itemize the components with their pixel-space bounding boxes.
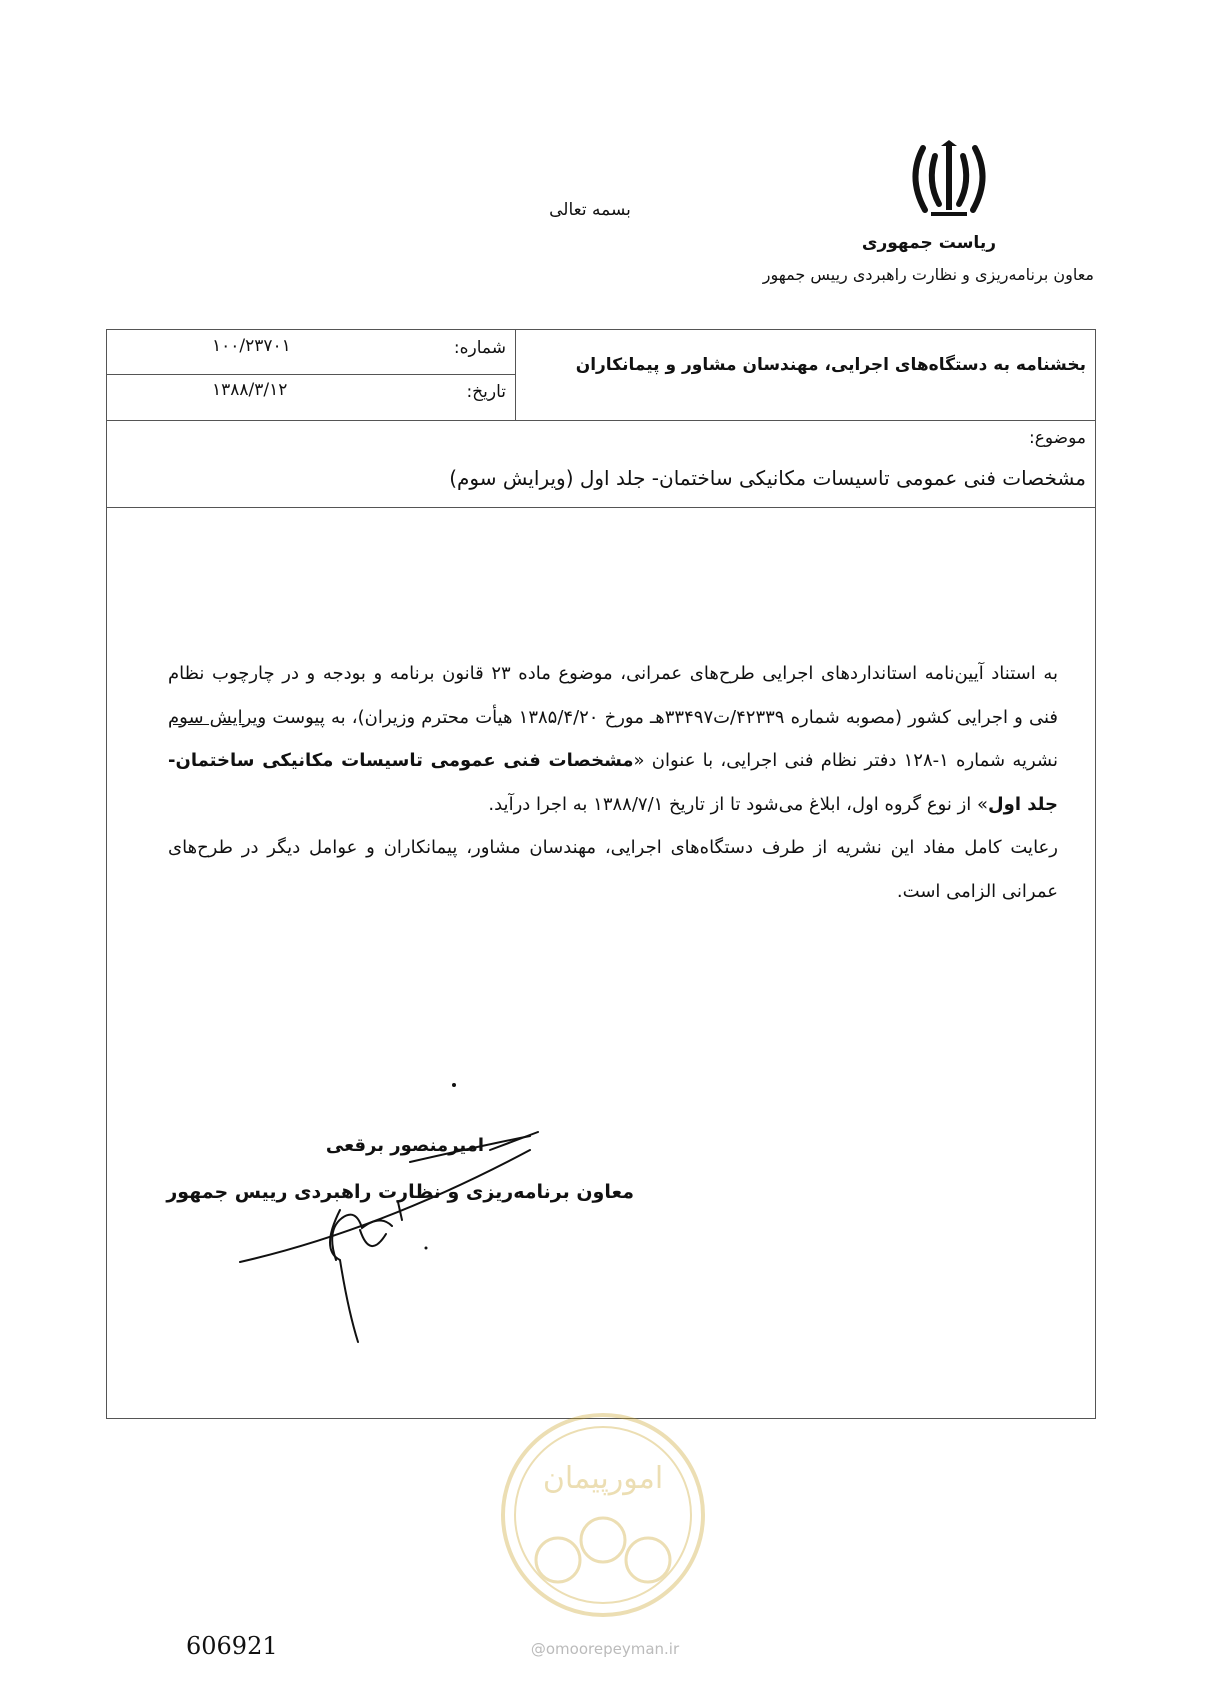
body-text-part: » از نوع گروه اول، ابلاغ می‌شود تا از تاریخ ۱۳۸۸/۷/۱ به اجرا درآید. <box>488 793 989 815</box>
body-text-part: نشریه شماره ۱-۱۲۸ دفتر نظام فنی اجرایی، با عنوان « <box>633 750 1058 771</box>
subject-text: مشخصات فنی عمومی تاسیسات مکانیکی ساختمان- جلد اول (ویرایش سوم) <box>449 466 1086 490</box>
organization-title: ریاست جمهوری <box>861 233 996 253</box>
circular-recipients: بخشنامه به دستگاه‌های اجرایی، مهندسان مشاور و پیمانکاران <box>575 355 1086 375</box>
body-paragraph-2: رعایت کامل مفاد این نشریه از طرف دستگاه‌های اجرایی، مهندسان مشاور، پیمانکاران و عوامل دیگر در طرح‌های عمرانی الزامی است. <box>168 837 1058 902</box>
signer-title: معاون برنامه‌ریزی و نظارت راهبردی رییس جمهور <box>166 1181 634 1203</box>
number-value: ۱۰۰/۲۳۷۰۱ <box>212 336 291 356</box>
bismillah-heading: بسمه تعالی <box>549 200 631 220</box>
body-paragraph-1 <box>168 652 1058 826</box>
body-underlined-text: ویرایش سوم <box>168 706 267 728</box>
signer-name: امیرمنصور برقعی <box>325 1135 484 1156</box>
letter-body <box>168 652 1058 913</box>
date-label: تاریخ: <box>466 382 506 402</box>
watermark-url: @omoorepeyman.ir <box>530 1640 680 1658</box>
date-value: ۱۳۸۸/۳/۱۲ <box>212 380 288 400</box>
number-label: شماره: <box>453 338 506 358</box>
subject-label: موضوع: <box>1029 428 1086 448</box>
watermark-logo-text: امورپیمان <box>542 1461 664 1496</box>
organization-subtitle: معاون برنامه‌ریزی و نظارت راهبردی رییس جمهور <box>762 265 1094 284</box>
body-bold-title: مشخصات فنی عمومی تاسیسات مکانیکی ساختمان- جلد اول <box>168 750 1058 815</box>
watermark-logo-icon <box>498 1410 708 1620</box>
handwritten-signature <box>230 1110 650 1350</box>
ink-dot <box>452 1083 456 1087</box>
body-text-part: به استناد آیین‌نامه استانداردهای اجرایی طرح‌های عمرانی، موضوع ماده ۲۳ قانون برنامه و بودجه و در چارچوب نظام فنی و اجرایی کشور (مصوبه شماره ۴۲۳۳۹/ت۳۳۴۹۷هـ مورخ ۱۳۸۵/۴/۲۰ هیأت محترم وزیران)، به پیوست <box>168 663 1058 728</box>
iran-emblem-icon <box>905 138 993 222</box>
document-code: 606921 <box>186 1632 278 1660</box>
